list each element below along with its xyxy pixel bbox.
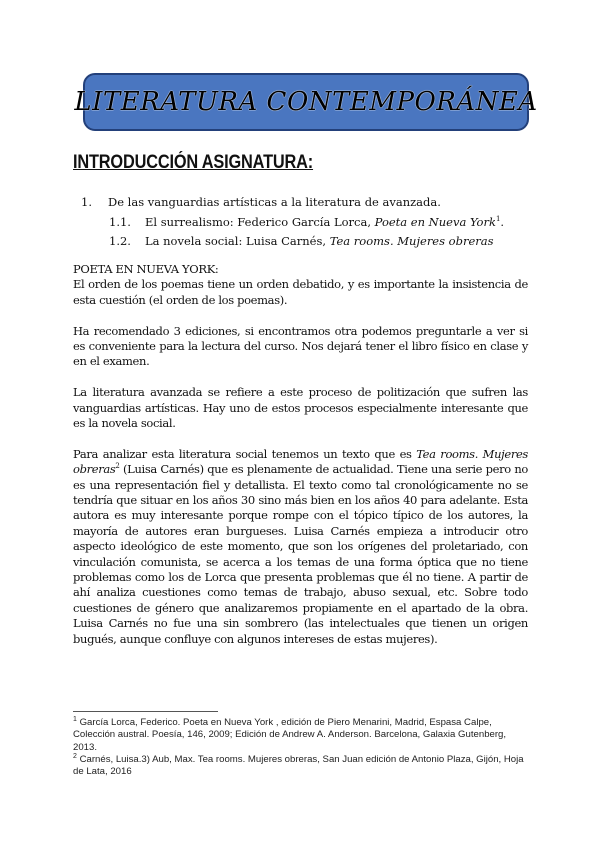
- footnote-text: García Lorca, Federico. Poeta en Nueva York , edición de Piero Menarini, Madrid, Espasa Calpe, Colección austral. Poesía, 146, 2009; Edición de Andrew A. Anderson. Barcelona, Galaxia Gutenberg, 2013.: [73, 717, 507, 753]
- paragraph-3: La literatura avanzada se refiere a este proceso de politización que sufren las vanguardias artísticas. Hay uno de estos procesos especialmente interesante que es la novela social.: [73, 385, 528, 431]
- footnote-text: Carnés, Luisa.3) Aub, Max. Tea rooms. Mujeres obreras, San Juan edición de Antonio Plaza, Gijón, Hoja de Lata, 2016: [73, 753, 524, 778]
- body-content: [73, 262, 528, 647]
- paragraph-1: El orden de los poemas tiene un orden debatido, y es importante la insistencia de esta cuestión (el orden de los poemas).: [73, 277, 528, 307]
- outline-text: De las vanguardias artísticas a la literatura de avanzada.: [108, 195, 441, 209]
- footnote-mark: 2: [73, 752, 77, 760]
- paragraph-text: (Luisa Carnés) que es plenamente de actualidad. Tiene una serie pero no es una representación fiel y detallista. El texto como tal cronológicamente no se tendría que situar en los años 30 sino más bien en los años 40 para adelante. Esta autora es muy interesante porque rompe con el tópico típico de los autores, la mayoría de autores eran burgueses. Luisa Carnés empieza a introducir otro aspecto ideológico de este momento, que son los orígenes del proletariado, con vinculación comunista, se acerca a los temas de una forma óptica que no tiene problemas como los de Lorca que presenta problemas que él no tiene. A partir de ahí analiza cuestiones como temas de trabajo, abuso sexual, etc. Sobre todo cuestiones de género que analizaremos propiamente en el apartado de la obra. Luisa Carnés no fue una sin sombrero (las intelectuales que tienen un origen bugués, aunque confluye con algunos intereses de estas mujeres).: [73, 462, 528, 646]
- footnote-1: [73, 717, 528, 754]
- paragraph-4: [73, 447, 528, 647]
- section-heading: INTRODUCCIÓN ASIGNATURA:: [73, 152, 314, 173]
- outline-number: 1.1.: [109, 215, 131, 229]
- footnote-2: [73, 754, 528, 779]
- footnote-ref[interactable]: 1: [495, 215, 501, 224]
- paragraph-2: Ha recomendado 3 ediciones, si encontramos otra podemos preguntarle a ver si es conveniente para la lectura del curso. Nos dejará tener el libro físico en clase y en el examen.: [73, 323, 528, 369]
- outline-text: [145, 215, 504, 229]
- paragraph-text: Para analizar esta literatura social tenemos un texto que es: [73, 446, 417, 461]
- outline-number: 1.: [81, 195, 92, 209]
- footnote-divider: [73, 711, 218, 712]
- outline-text-italic: Tea rooms. Mujeres obreras: [329, 234, 494, 248]
- footnote-mark: 1: [73, 715, 77, 723]
- outline-text-plain: La novela social: Luisa Carnés,: [145, 234, 330, 248]
- section-title: POETA EN NUEVA YORK:: [73, 262, 219, 276]
- title-banner: [74, 73, 538, 131]
- outline-text: [145, 234, 494, 248]
- book-title: Tea rooms. Mujeres obreras: [73, 446, 528, 477]
- banner-title: LITERATURA CONTEMPORÁNEA: [74, 87, 538, 117]
- footnotes: [73, 717, 528, 778]
- outline-number: 1.2.: [109, 234, 131, 248]
- outline-text-plain: .: [500, 215, 505, 229]
- outline-text-italic: Poeta en Nueva York: [374, 215, 496, 229]
- outline-text-plain: El surrealismo: Federico García Lorca,: [145, 215, 375, 229]
- footnote-ref[interactable]: 2: [115, 462, 120, 471]
